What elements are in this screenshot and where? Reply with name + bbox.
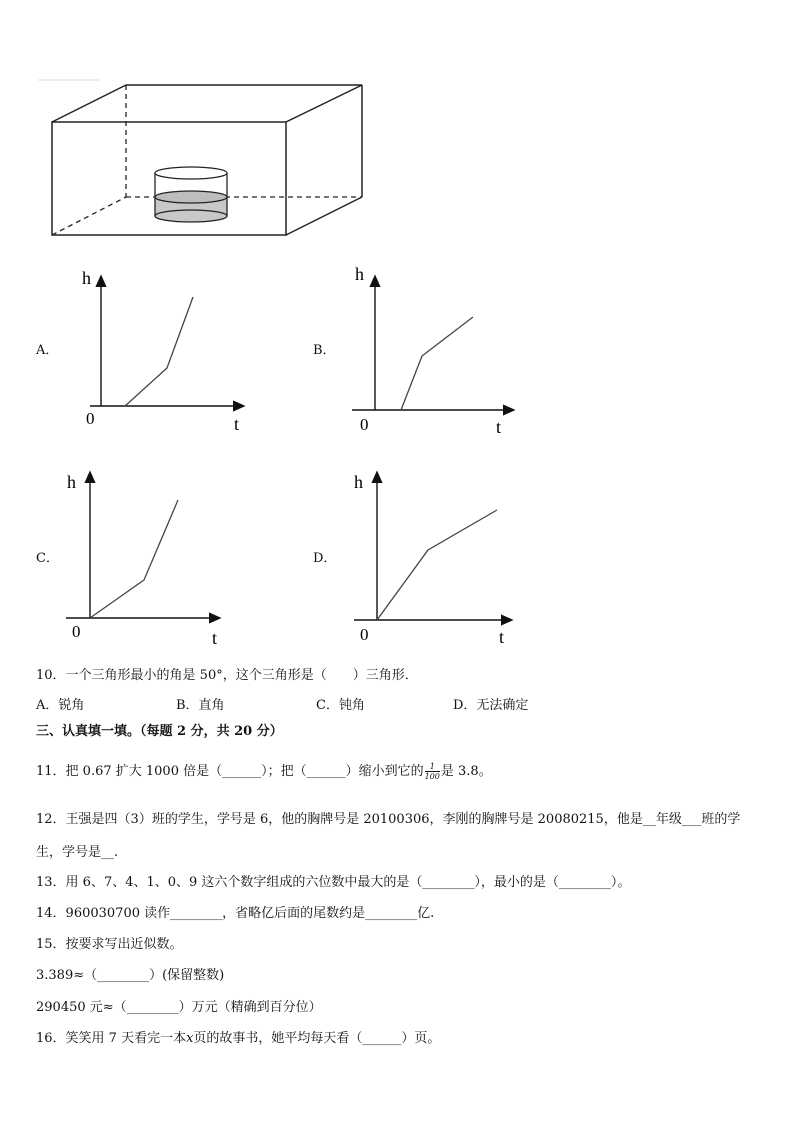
q11-frac-den: 100	[424, 772, 440, 781]
graph-c-y-label: h	[67, 472, 76, 492]
graph-d-curve	[377, 510, 497, 620]
option-a-label: A．	[36, 343, 59, 358]
q10-stem: 10．一个三角形最小的角是 50°，这个三角形是（ ）三角形．	[36, 668, 418, 683]
section-3-title: 三、认真填一填。（每题 2 分，共 20 分）	[36, 724, 283, 739]
graph-a-origin: 0	[86, 409, 95, 428]
option-b-label: B．	[313, 343, 336, 358]
q16-variable: x	[186, 1031, 194, 1046]
q10-choice-d: D．无法确定	[453, 698, 529, 713]
q15-line2: 290450 元≈（________）万元（精确到百分位）	[36, 1000, 322, 1015]
box-with-cup-figure	[0, 0, 794, 250]
graph-b-curve	[401, 317, 473, 410]
box-top-right-edge	[286, 85, 362, 122]
box-hidden-diagonal-edge	[52, 197, 126, 235]
graph-d-y-label: h	[354, 472, 363, 492]
graph-b	[352, 260, 532, 440]
cylinder-cup	[155, 167, 227, 222]
q15-text: 15．按要求写出近似数。	[36, 937, 183, 952]
graph-a-y-label: h	[82, 268, 91, 288]
option-d-label: D．	[313, 551, 337, 566]
q11-frac-num: 1	[425, 762, 440, 772]
q16-part1: 16．笑笑用 7 天看完一本	[36, 1031, 187, 1046]
option-c-label: C．	[36, 551, 59, 566]
graph-a-curve	[125, 297, 193, 406]
q10-choice-b: B．直角	[176, 698, 225, 713]
graph-d	[348, 468, 528, 648]
box-bottom-right-edge	[286, 197, 362, 235]
q13-text: 13．用 6、7、4、1、0、9 这六个数字组成的六位数中最大的是（________），最小的是（________）。	[36, 875, 631, 890]
q10-choice-a: A．锐角	[36, 698, 85, 713]
graph-c-x-label: t	[212, 628, 218, 648]
graph-d-x-label: t	[499, 627, 505, 647]
graph-c	[62, 468, 242, 648]
q14-text: 14．960030700 读作________，省略亿后面的尾数约是________亿.	[36, 906, 435, 921]
q12-line2: 生，学号是__.	[36, 845, 119, 860]
q15-line1: 3.389≈（________）(保留整数)	[36, 968, 225, 983]
q10-choice-c: C．钝角	[316, 698, 365, 713]
graph-b-origin: 0	[360, 415, 369, 434]
q16-text	[36, 1030, 440, 1048]
graph-c-origin: 0	[72, 622, 81, 641]
graph-a-x-label: t	[234, 414, 240, 434]
graph-c-curve	[90, 500, 178, 618]
q11-part1: 11．把 0.67 扩大 1000 倍是（______）；把（______）缩小到它的	[36, 764, 424, 779]
graph-d-origin: 0	[360, 625, 369, 644]
q16-part2: 页的故事书，她平均每天看（______）页。	[193, 1031, 441, 1046]
graph-b-y-label: h	[355, 264, 364, 284]
q11-fraction	[425, 762, 440, 781]
graph-b-x-label: t	[496, 417, 502, 437]
q11-text	[36, 762, 492, 781]
graph-a	[80, 260, 260, 440]
q12-line1: 12．王强是四（3）班的学生，学号是 6，他的胸牌号是 20100306，李刚的胸牌号是 20080215，他是__年级___班的学	[36, 812, 741, 827]
q11-part2: 是 3.8。	[440, 764, 492, 779]
box-top-left-edge	[52, 85, 126, 122]
